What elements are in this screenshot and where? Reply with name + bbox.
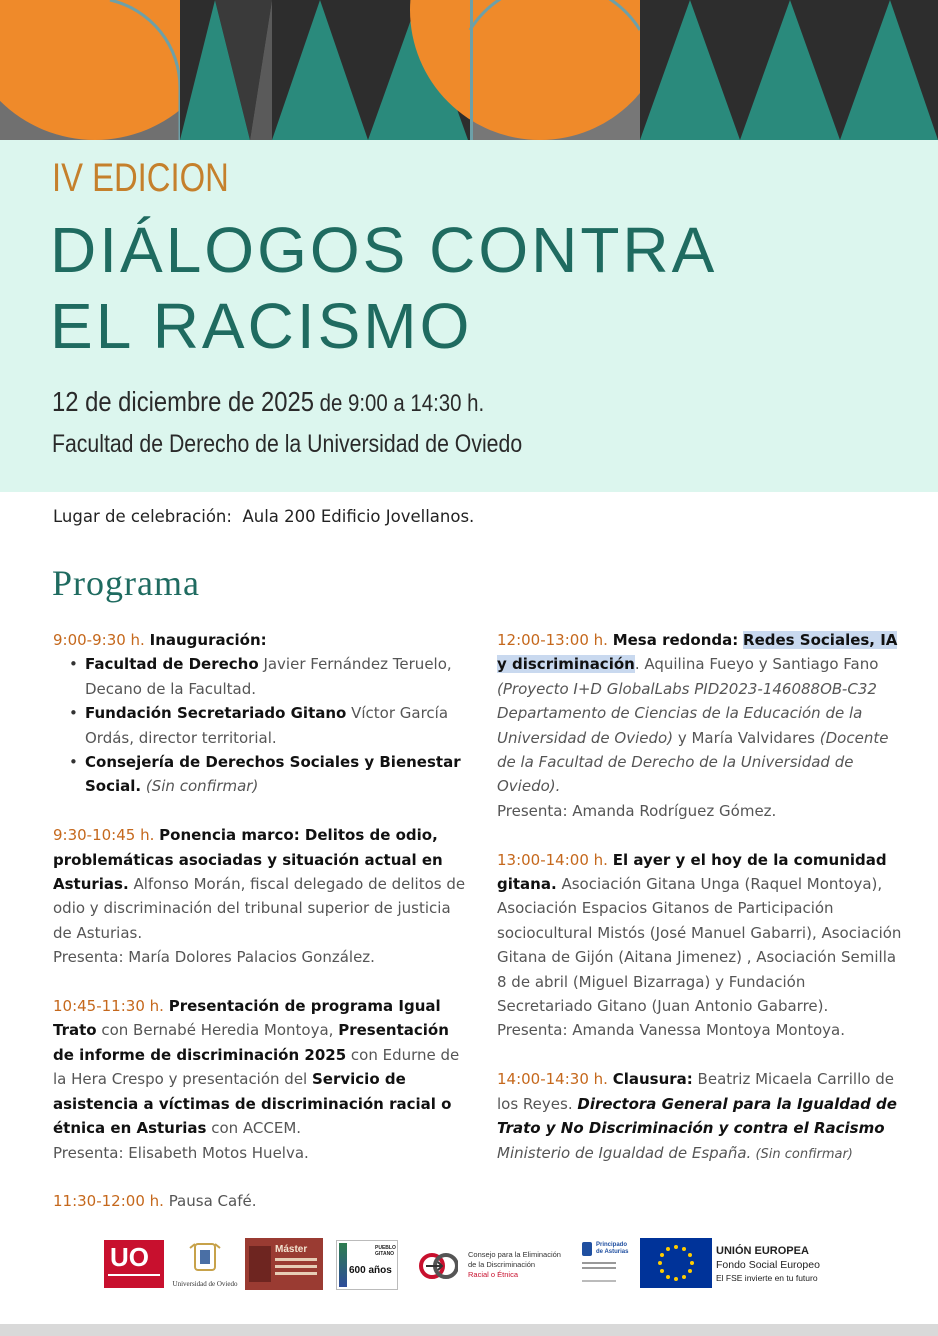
- time-label: 11:30-12:00 h.: [53, 1192, 164, 1211]
- session-text: Pausa Café.: [163, 1192, 257, 1211]
- place-label: Lugar de celebración:: [53, 507, 232, 526]
- eu-flag: [640, 1238, 712, 1288]
- presenter-line: Presenta: Amanda Vanessa Montoya Montoya.: [497, 1021, 846, 1040]
- asturias-logo: [582, 1240, 632, 1290]
- session-text: Alfonso Morán, fiscal delegado de delitos de odio y discriminación del tribunal superior de justicia de Asturias.: [53, 875, 466, 942]
- asturias-label: Principado de Asturias: [596, 1242, 629, 1255]
- program-block-ponencia: [53, 823, 473, 969]
- event-date: [52, 386, 484, 418]
- aniversario-label: 600 años: [349, 1265, 392, 1276]
- note-text: (Sin confirmar): [751, 1146, 853, 1162]
- program-right-column: [497, 628, 902, 1191]
- program-block-pausa: [53, 1189, 473, 1213]
- session-text: y María Valvidares: [673, 728, 820, 747]
- consejo-line: Racial o Étnica: [468, 1270, 519, 1279]
- eu-text: [716, 1244, 856, 1284]
- eu-stars-icon: [640, 1238, 712, 1288]
- session-text: con ACCEM.: [206, 1119, 302, 1138]
- session-text: Asociación Gitana Unga (Raquel Montoya), Asociación Espacios Gitanos de Participación sociocultural Mistós (José Manuel Gabarri), Asociación Gitana de Gijón (Aitana Jimenez) , Asociación Semilla 8 de abril (Miguel Bizarraga) y Fundación Secretariado Gitano (Juan Antonio Gabarre).: [497, 875, 902, 1016]
- highlighted-topic: Redes Sociales, IA y discriminación: [497, 631, 898, 674]
- presenter-line: Presenta: Amanda Rodríguez Gómez.: [497, 801, 777, 820]
- eu-title: UNIÓN EUROPEA: [716, 1245, 809, 1257]
- programa-heading: Programa: [52, 563, 200, 603]
- 600-anos-logo: [336, 1240, 398, 1290]
- session-title: Inauguración:: [149, 631, 267, 649]
- speaker-text: Víctor García Ordás, director territorial.: [85, 704, 449, 747]
- event-title: DIÁLOGOS CONTRA EL RACISMO: [50, 214, 714, 362]
- session-text: con Edurne de la Hera Crespo y presentación del: [53, 1045, 460, 1089]
- program-block-mesa-redonda: [497, 628, 902, 823]
- time-label: 12:00-13:00 h.: [497, 631, 608, 649]
- list-item: [67, 701, 473, 750]
- list-item: [67, 652, 473, 701]
- time-label: 13:00-14:00 h.: [497, 850, 608, 869]
- speaker-note: (Docente de la Facultad de Derecho de la Universidad de Oviedo).: [497, 728, 889, 796]
- session-title: Clausura:: [612, 1070, 693, 1089]
- project-note: (Proyecto I+D GlobalLabs PID2023-146088OB-C32 Departamento de Ciencias de la Educación de la Universidad de Oviedo): [497, 679, 877, 747]
- bottom-bar: [0, 1324, 938, 1336]
- speaker-list: [53, 652, 473, 798]
- session-title: El ayer y el hoy de la comunidad gitana.: [497, 850, 887, 894]
- place-line: [53, 507, 474, 526]
- program-block-clausura: [497, 1067, 902, 1167]
- session-text: con Bernabé Heredia Montoya,: [96, 1021, 339, 1040]
- session-text: . Aquilina Fueyo y Santiago Fano: [634, 655, 879, 674]
- sponsor-logos: [0, 1230, 938, 1296]
- ministry-text: Ministerio de Igualdad de España.: [497, 1143, 752, 1162]
- time-label: 10:45-11:30 h.: [53, 997, 164, 1016]
- consejo-logo: [418, 1248, 578, 1288]
- note-text: (Sin confirmar): [145, 777, 259, 796]
- list-item: [67, 750, 473, 799]
- eu-fund: Fondo Social Europeo: [716, 1259, 820, 1271]
- program-block-comunidad-gitana: [497, 848, 902, 1043]
- speaker-text: Javier Fernández Teruelo, Decano de la Facultad.: [85, 655, 452, 698]
- presenter-line: Presenta: María Dolores Palacios González.: [53, 948, 375, 967]
- session-title: Presentación de programa Igual Trato: [53, 997, 441, 1040]
- date-time: de 9:00 a 14:30 h.: [313, 390, 485, 417]
- consejo-line: Consejo para la Eliminación: [468, 1250, 561, 1259]
- session-title: Servicio de asistencia a víctimas de discriminación racial o étnica en Asturias: [53, 1070, 452, 1138]
- time-label: 14:00-14:30 h.: [497, 1070, 608, 1089]
- consejo-icon: [418, 1250, 458, 1282]
- date-main: 12 de diciembre de 2025: [52, 386, 314, 417]
- time-label: 9:30-10:45 h.: [53, 826, 155, 845]
- session-title: Ponencia marco: Delitos de odio, problemáticas asociadas y situación actual en Asturias.: [53, 826, 443, 894]
- org-name: Consejería de Derechos Sociales y Bienestar Social.: [85, 753, 461, 796]
- master-logo: [245, 1238, 323, 1290]
- place-value: Aula 200 Edificio Jovellanos.: [242, 507, 475, 526]
- session-title: Presentación de informe de discriminación 2025: [53, 1021, 449, 1064]
- org-name: Fundación Secretariado Gitano: [85, 704, 347, 723]
- pueblo-label: PUEBLO GITANO: [375, 1245, 396, 1257]
- org-name: Facultad de Derecho: [85, 655, 259, 674]
- session-text: Beatriz Micaela Carrillo de los Reyes.: [497, 1070, 894, 1113]
- consejo-line: de la Discriminación: [468, 1260, 536, 1269]
- session-title: Mesa redonda:: [612, 631, 739, 649]
- eu-tagline: El FSE invierte en tu futuro: [716, 1273, 818, 1283]
- master-label: Máster: [275, 1244, 308, 1255]
- program-block-inauguracion: [53, 628, 473, 799]
- event-venue: Facultad de Derecho de la Universidad de Oviedo: [52, 430, 523, 458]
- uo-name: Universidad de Oviedo: [172, 1280, 238, 1288]
- role-title: Directora General para la Igualdad de Trato y No Discriminación y contra el Racismo: [497, 1094, 897, 1138]
- university-crest-logo: [172, 1240, 238, 1290]
- uo-red-logo: UO: [104, 1240, 164, 1288]
- edition-label: IV EDICION: [52, 156, 229, 200]
- presenter-line: Presenta: Elisabeth Motos Huelva.: [53, 1143, 309, 1162]
- program-left-column: [53, 628, 473, 1238]
- program-block-presentaciones: [53, 994, 473, 1165]
- decorative-banner: [0, 0, 938, 140]
- time-label: 9:00-9:30 h.: [53, 631, 145, 649]
- geometric-pattern-graphic: [0, 0, 938, 140]
